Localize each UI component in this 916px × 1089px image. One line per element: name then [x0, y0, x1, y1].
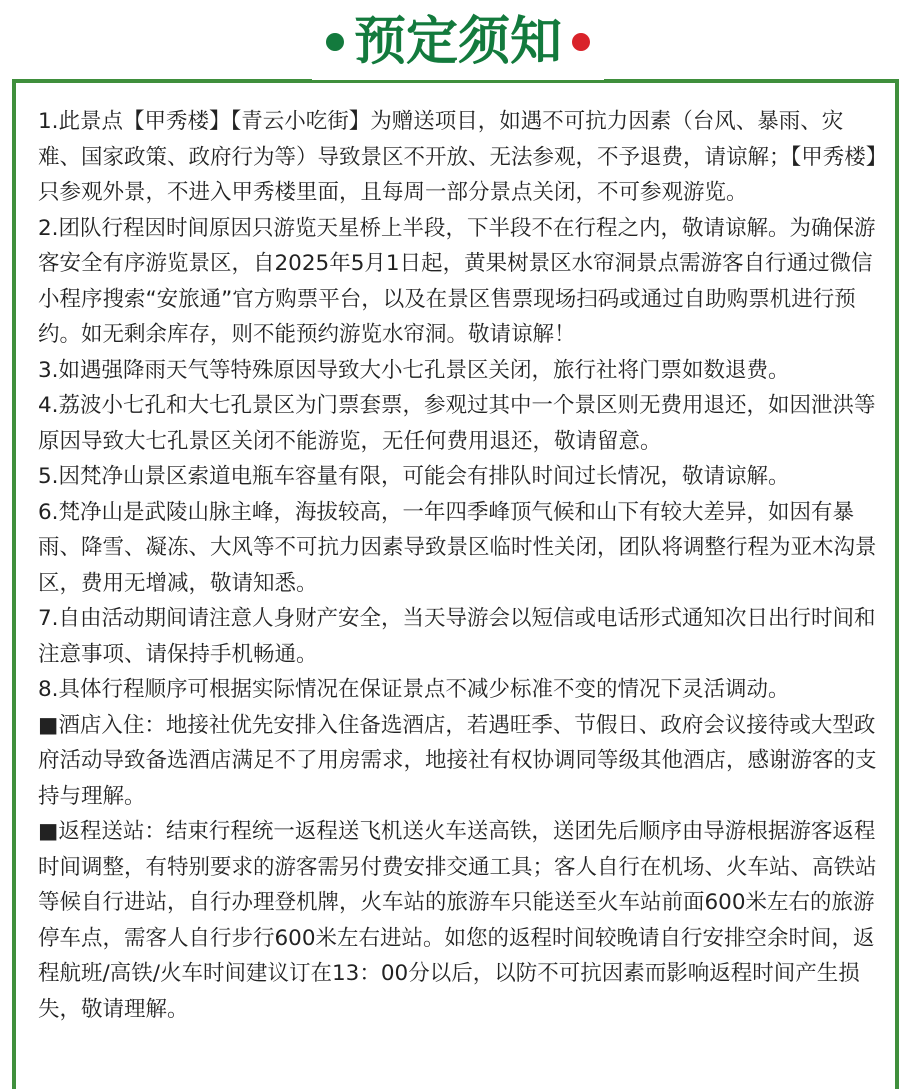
notice-item-8: 8.具体行程顺序可根据实际情况在保证景点不减少标准不变的情况下灵活调动。 [38, 677, 790, 702]
notice-item-5: 5.因梵净山景区索道电瓶车容量有限，可能会有排队时间过长情况，敬请谅解。 [38, 464, 790, 489]
notice-item-6: 6.梵净山是武陵山脉主峰，海拔较高，一年四季峰顶气候和山下有较大差异，如因有暴雨、降雪、凝冻、大风等不可抗力因素导致景区临时性关闭，团队将调整行程为亚木沟景区，费用无增减，敬请知悉。 [38, 499, 877, 596]
green-dot-icon [326, 33, 344, 51]
notice-item-4: 4.荔波小七孔和大七孔景区为门票套票，参观过其中一个景区则无费用退还，如因泄洪等原因导致大七孔景区关闭不能游览，无任何费用退还，敬请留意。 [38, 393, 876, 454]
title-group [312, 4, 604, 80]
notice-item-3: 3.如遇强降雨天气等特殊原因导致大小七孔景区关闭，旅行社将门票如数退费。 [38, 357, 790, 383]
notice-item-2: 2.团队行程因时间原因只游览天星桥上半段，下半段不在行程之内，敬请谅解。为确保游客安全有序游览景区，自2025年5月1日起，黄果树景区水帘洞景点需游客自行通过微信小程序搜索“安旅通”官方购票平台，以及在景区售票现场扫码或通过自助购票机进行预约。如无剩余库存，则不能预约游览水帘洞。敬请谅解！ [38, 215, 876, 347]
header [0, 0, 916, 86]
notice-item-7: 7.自由活动期间请注意人身财产安全，当天导游会以短信或电话形式通知次日出行时间和注意事项、请保持手机畅通。 [38, 606, 876, 667]
page-title: 预定须知 [353, 12, 563, 72]
return-transfer-note: ■返程送站：结束行程统一返程送飞机送火车送高铁，送团先后顺序由导游根据游客返程时间调整，有特别要求的游客需另付费安排交通工具；客人自行在机场、火车站、高铁站等候自行进站，自行办理登机牌，火车站的旅游车只能送至火车站前面600米左右的旅游停车点，需客人自行步行600米左右进站。如您的返程时间较晚请自行安排空余时间，返程航班/高铁/火车时间建议订在13：00分以后，以防不可抗因素而影响返程时间产生损失，敬请理解。 [38, 819, 877, 1022]
red-dot-icon [572, 33, 590, 51]
notice-item-1: 1.此景点【甲秀楼】【青云小吃街】为赠送项目，如遇不可抗力因素（台风、暴雨、灾难、国家政策、政府行为等）导致景区不开放、无法参观，不予退费，请谅解；【甲秀楼】只参观外景，不进入甲秀楼里面，且每周一部分景点关闭，不可参观游览。 [38, 109, 877, 205]
hotel-checkin-note: ■酒店入住：地接社优先安排入住备选酒店，若遇旺季、节假日、政府会议接待或大型政府活动导致备选酒店满足不了用房需求，地接社有权协调同等级其他酒店，感谢游客的支持与理解。 [38, 712, 877, 809]
notice-content [38, 104, 886, 1027]
